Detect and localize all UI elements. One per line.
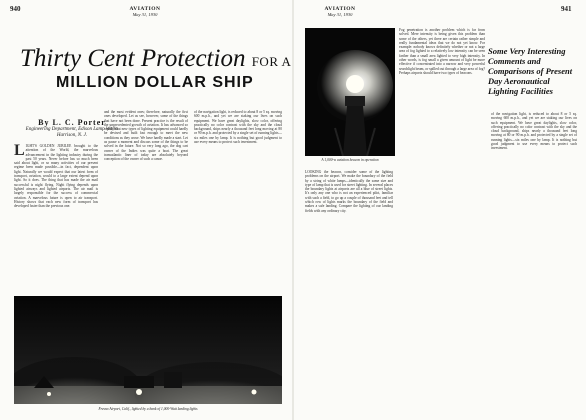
right-column-3 — [491, 112, 577, 412]
left-column-1-text: IGHT'S GOLDEN JUBILEE brought to the attention of the World, the marvelous advancement in the lighting industry during the past 50 years. Never before has so much been said about light, or so many activities of our present regime been made possible—in fact, dependent upon light. Naturally we would expect that our latest form of transport, aviation, would to a large extent depend upon light. So it does. The thing that has made the air mail successful is night flying. Night flying depends upon lighted airways and lighted airports. The air mail is largely responsible for the success of commercial aviation. A marvelous future is open to air transport. History shows that each new form of transport has developed faster than the previous one. — [14, 144, 98, 209]
right-column-2-text: Fog penetration is another problem which is far from solved. Mere intensity is being given this problem than some of the others, yet there are certain rather simple and really fundamental ideas that we do not yet know. For example: nobody knows definitely whether or not a large area of fog lighted to a relatively low intensity can be seen farther than a small area lighted to very high intensity. In other words, is fog small a given amount of light be more effective if concentrated into a narrow and very powerful searchlight beam, or spilled out through a large area of fog? Perhaps airports should have two types of beacons. — [399, 28, 485, 75]
article-title-for: FOR A — [251, 54, 292, 69]
left-issue-date: May 31, 1930 — [132, 12, 158, 17]
author-name: By L. C. Porter — [38, 118, 106, 127]
article-subtitle: MILLION DOLLAR SHIP — [56, 74, 254, 91]
left-column-1 — [14, 144, 98, 289]
left-column-3-text: of the navigation light, is reduced to about 8 or 5 sq. moving 600 m.p.h., and yet we are staking our lives on such equipment. We have great daylights, slow color, offering practically no color contrast with the sky and the cloud background, ships nearly a thousand feet long moving at 80 or 90 m.p.h. and protected by a single set of running lights—six miles one by lamp. It is nothing but good judgment to use every means to protect such investment. — [194, 110, 282, 145]
right-page — [293, 0, 586, 420]
left-column-3 — [194, 110, 282, 289]
left-photo-caption: Fresno Airport, Calif., lighted by a bank of 1,000-Watt landing lights — [98, 407, 198, 411]
left-page-number: 940 — [10, 5, 21, 13]
drop-cap: L — [14, 144, 25, 159]
author-affiliation-1: Engineering Department, Edison Lamp Works — [25, 127, 119, 132]
left-column-2 — [104, 110, 188, 289]
left-running-head — [110, 6, 180, 18]
article-title — [20, 45, 292, 75]
right-page-number: 941 — [561, 5, 572, 13]
right-running-head — [305, 6, 375, 18]
right-column-3-text: of the navigation light, is reduced to about 8 or 5 sq. moving 600 m.p.h., and yet we are staking our lives on such equipment. We have great daylights, slow color, offering practically no color contrast with the sky and the cloud background, ships nearly a thousand feet long moving at 80 or 90 m.p.h. and protected by a single set of running lights—six miles one by lamp. It is nothing but good judgment to use every means to protect such investment. — [491, 112, 577, 151]
right-column-1 — [305, 170, 393, 412]
left-magazine-name: AVIATION — [129, 6, 161, 12]
right-photo-caption: A 1,000-w aviation beacon in operation — [321, 158, 379, 162]
right-column-1-text: LOOKING the beacon, consider some of the lighting problems on the airport. We make the boundary of the field by a string of white lamps—identically the same size and type of lamp that is used for street lighting. In several places the boundary lights at airports are all a blue of street lights. It's only any one who is not an experienced pilot, familiar with such a field, to go up a couple of thousand feet and tell which row of lights marks the boundary of the field and makes a safe landing. Compare the lighting of our landing fields with any ordinary city. — [305, 170, 393, 213]
beacon-photo-graphic — [305, 28, 395, 156]
left-column-2-text: and the most evident ones; therefore, naturally the first ones developed. Let us see, however, some of the things that have not been done. Present practice is the result of the unprecedented growth of aviation. It has advanced so rapidly that new types of lighting equipment could hardly be devised and built fast enough to meet the new conditions as they arose. We have hardly made a start. Let us pause a moment and discuss some of the things to be solved in the future. Not so very long ago, the dog cart owner of the Indies was quite a boat. The great transatlantic liner of today are absolutely beyond conception of the owner of such a canoe. — [104, 110, 188, 162]
author-affiliation-2: Harrison, N. J. — [56, 133, 88, 138]
airport-night-photo-graphic — [14, 296, 282, 404]
right-column-2 — [399, 28, 485, 412]
article-title-main: Thirty Cent Protection — [20, 45, 246, 72]
beacon-photo — [305, 28, 395, 156]
airport-night-photo — [14, 296, 282, 404]
right-page-side-title: Some Very Interesting Comments and Comparisons of Present Day Aeronautical Lighting Facilities — [488, 46, 573, 96]
right-magazine-name: AVIATION — [324, 6, 356, 12]
right-issue-date: May 31, 1930 — [327, 12, 353, 17]
